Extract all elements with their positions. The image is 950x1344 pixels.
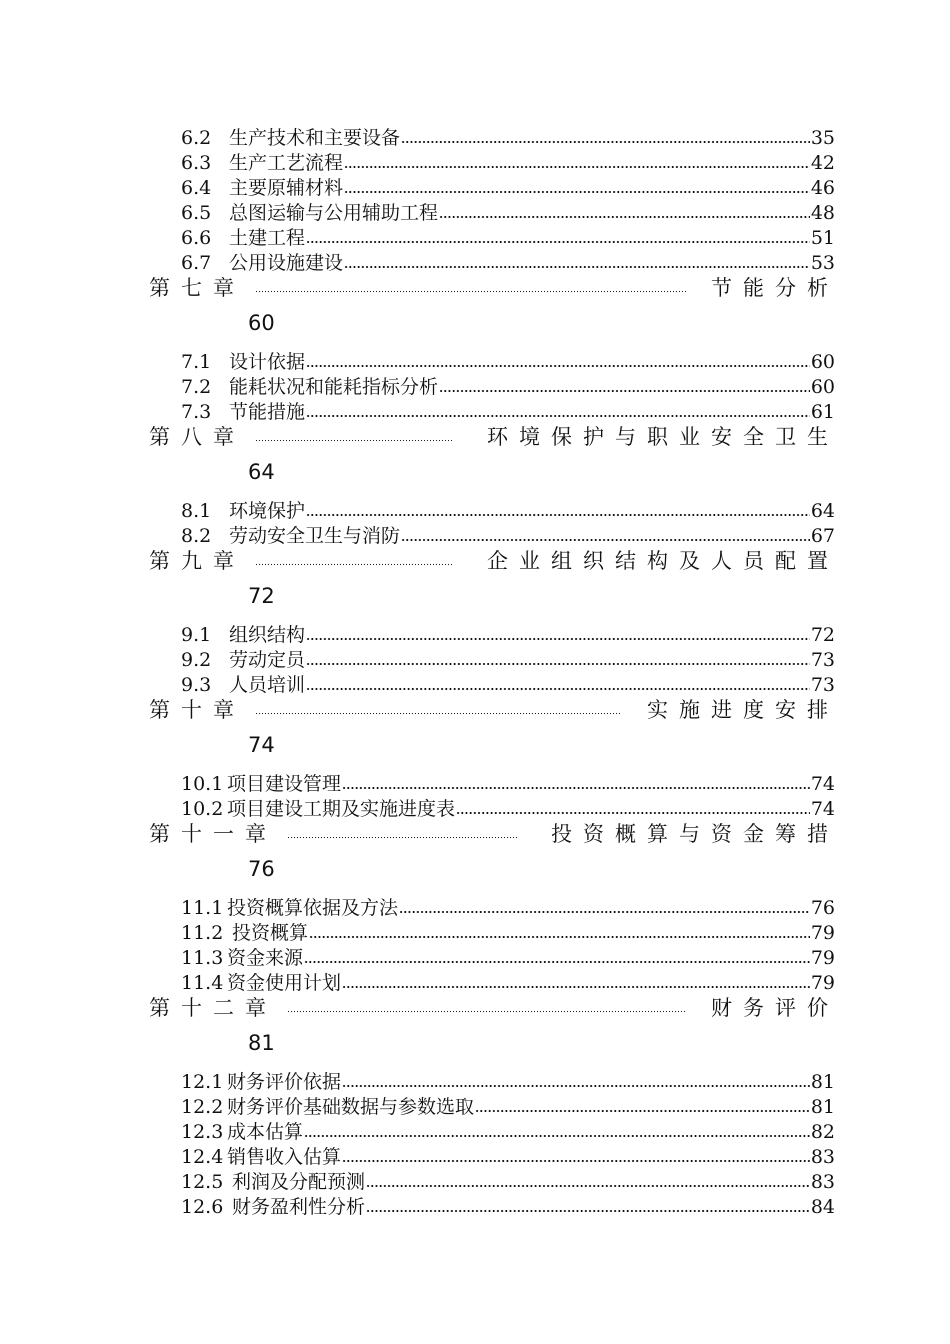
leader-dots — [456, 811, 810, 815]
section-page: 53 — [810, 252, 835, 274]
leader-dots — [401, 538, 810, 542]
leader-dots — [304, 960, 810, 964]
section-title: 主要原辅材料 — [229, 177, 344, 199]
toc-section[interactable] — [181, 224, 835, 249]
leader-dots — [306, 414, 810, 418]
leader-dots — [399, 910, 810, 914]
toc-chapter[interactable] — [149, 694, 839, 724]
chapter-label: 第十二章 — [149, 996, 277, 1020]
chapter-title: 环境保护与职业安全卫生 — [487, 425, 839, 449]
section-title: 生产工艺流程 — [229, 152, 344, 174]
section-number: 8.1 — [181, 500, 212, 522]
leader-dots — [342, 1159, 810, 1163]
section-page: 60 — [810, 376, 835, 398]
toc-section[interactable] — [181, 149, 835, 174]
section-page: 79 — [810, 922, 835, 944]
leader-dots — [366, 1209, 810, 1213]
section-page: 74 — [810, 773, 835, 795]
section-number: 7.2 — [181, 376, 212, 398]
section-number: 9.1 — [181, 624, 212, 646]
section-page: 73 — [810, 649, 835, 671]
section-number: 11.3 — [181, 947, 224, 969]
section-number: 11.4 — [181, 972, 224, 994]
chapter-leader-dots — [287, 1010, 685, 1013]
section-number: 12.2 — [181, 1096, 224, 1118]
section-title: 能耗状况和能耗指标分析 — [229, 376, 439, 398]
chapter-label: 第九章 — [149, 549, 245, 573]
toc-section[interactable] — [181, 398, 835, 423]
toc-section[interactable] — [181, 348, 835, 373]
toc-section[interactable] — [181, 770, 835, 795]
section-title: 销售收入估算 — [227, 1146, 342, 1168]
section-number: 6.4 — [181, 177, 212, 199]
toc-section[interactable] — [181, 646, 835, 671]
leader-dots — [475, 1109, 810, 1113]
toc-section[interactable] — [181, 795, 835, 820]
section-title: 人员培训 — [229, 674, 306, 696]
section-page: 84 — [810, 1196, 835, 1218]
section-number: 12.6 — [181, 1196, 224, 1218]
section-page: 67 — [810, 525, 835, 547]
section-title: 项目建设管理 — [227, 773, 342, 795]
chapter-page: 60 — [248, 311, 275, 335]
toc-section[interactable] — [181, 1143, 835, 1168]
toc-section[interactable] — [181, 249, 835, 274]
section-page: 60 — [810, 351, 835, 373]
section-title: 利润及分配预测 — [232, 1171, 366, 1193]
section-number: 6.3 — [181, 152, 212, 174]
section-number: 12.5 — [181, 1171, 224, 1193]
toc-chapter[interactable] — [149, 545, 839, 575]
section-title: 劳动定员 — [229, 649, 306, 671]
section-number: 7.3 — [181, 401, 212, 423]
leader-dots — [439, 215, 810, 219]
section-title: 项目建设工期及实施进度表 — [227, 798, 456, 820]
chapter-leader-dots — [255, 563, 453, 566]
leader-dots — [306, 364, 810, 368]
section-title: 投资概算依据及方法 — [227, 897, 399, 919]
leader-dots — [344, 265, 810, 269]
leader-dots — [342, 786, 810, 790]
section-page: 81 — [810, 1071, 835, 1093]
leader-dots — [344, 190, 810, 194]
toc-section[interactable] — [181, 621, 835, 646]
leader-dots — [306, 637, 810, 641]
leader-dots — [401, 140, 810, 144]
section-number: 6.6 — [181, 227, 212, 249]
leader-dots — [344, 165, 810, 169]
chapter-label: 第十章 — [149, 698, 245, 722]
chapter-label: 第七章 — [149, 276, 245, 300]
chapter-title: 财务评价 — [711, 996, 839, 1020]
section-number: 12.3 — [181, 1121, 224, 1143]
section-page: 61 — [810, 401, 835, 423]
section-number: 10.2 — [181, 798, 224, 820]
leader-dots — [304, 1134, 810, 1138]
section-title: 节能措施 — [229, 401, 306, 423]
toc-chapter[interactable] — [149, 818, 839, 848]
toc-section[interactable] — [181, 124, 835, 149]
leader-dots — [342, 985, 810, 989]
chapter-label: 第八章 — [149, 425, 245, 449]
section-page: 74 — [810, 798, 835, 820]
section-title: 成本估算 — [227, 1121, 304, 1143]
section-page: 46 — [810, 177, 835, 199]
section-number: 6.5 — [181, 202, 212, 224]
chapter-leader-dots — [255, 290, 687, 293]
section-page: 64 — [810, 500, 835, 522]
leader-dots — [439, 389, 810, 393]
toc-section[interactable] — [181, 373, 835, 398]
toc-section[interactable] — [181, 671, 835, 696]
section-page: 83 — [810, 1171, 835, 1193]
section-page: 51 — [810, 227, 835, 249]
chapter-leader-dots — [287, 836, 519, 839]
toc-section[interactable] — [181, 944, 835, 969]
chapter-label: 第十一章 — [149, 822, 277, 846]
section-page: 35 — [810, 127, 835, 149]
section-page: 81 — [810, 1096, 835, 1118]
section-number: 6.7 — [181, 252, 212, 274]
leader-dots — [306, 240, 810, 244]
leader-dots — [306, 513, 810, 517]
section-page: 48 — [810, 202, 835, 224]
section-number: 9.3 — [181, 674, 212, 696]
section-title: 公用设施建设 — [229, 252, 344, 274]
section-page: 79 — [810, 972, 835, 994]
chapter-leader-dots — [255, 712, 621, 715]
section-number: 11.2 — [181, 922, 224, 944]
chapter-page: 81 — [248, 1031, 275, 1055]
section-page: 79 — [810, 947, 835, 969]
section-title: 组织结构 — [229, 624, 306, 646]
toc-section[interactable] — [181, 1168, 835, 1193]
section-page: 72 — [810, 624, 835, 646]
toc-section[interactable] — [181, 1093, 835, 1118]
section-number: 6.2 — [181, 127, 212, 149]
section-page: 76 — [810, 897, 835, 919]
leader-dots — [309, 935, 810, 939]
section-number: 8.2 — [181, 525, 212, 547]
chapter-page: 72 — [248, 584, 275, 608]
chapter-title: 节能分析 — [711, 276, 839, 300]
section-page: 42 — [810, 152, 835, 174]
toc-section[interactable] — [181, 174, 835, 199]
toc-section[interactable] — [181, 919, 835, 944]
toc-section[interactable] — [181, 1118, 835, 1143]
leader-dots — [306, 687, 810, 691]
chapter-title: 投资概算与资金筹措 — [551, 822, 839, 846]
section-number: 11.1 — [181, 897, 224, 919]
section-number: 10.1 — [181, 773, 224, 795]
toc-section[interactable] — [181, 199, 835, 224]
toc-chapter[interactable] — [149, 421, 839, 451]
toc-section[interactable] — [181, 522, 835, 547]
toc-chapter[interactable] — [149, 992, 839, 1022]
section-title: 投资概算 — [232, 922, 309, 944]
section-page: 82 — [810, 1121, 835, 1143]
toc-section[interactable] — [181, 894, 835, 919]
section-page: 83 — [810, 1146, 835, 1168]
section-title: 财务盈利性分析 — [232, 1196, 366, 1218]
section-page: 73 — [810, 674, 835, 696]
section-title: 土建工程 — [229, 227, 306, 249]
chapter-title: 实施进度安排 — [647, 698, 839, 722]
leader-dots — [366, 1184, 810, 1188]
section-title: 劳动安全卫生与消防 — [229, 525, 401, 547]
toc-section[interactable] — [181, 1068, 835, 1093]
section-title: 总图运输与公用辅助工程 — [229, 202, 439, 224]
toc-chapter[interactable] — [149, 272, 839, 302]
section-number: 12.1 — [181, 1071, 224, 1093]
chapter-page: 74 — [248, 733, 275, 757]
section-title: 环境保护 — [229, 500, 306, 522]
toc-section[interactable] — [181, 1193, 835, 1218]
section-number: 9.2 — [181, 649, 212, 671]
section-number: 7.1 — [181, 351, 212, 373]
section-number: 12.4 — [181, 1146, 224, 1168]
chapter-title: 企业组织结构及人员配置 — [487, 549, 839, 573]
toc-section[interactable] — [181, 969, 835, 994]
section-title: 生产技术和主要设备 — [229, 127, 401, 149]
leader-dots — [342, 1084, 810, 1088]
section-title: 资金使用计划 — [227, 972, 342, 994]
section-title: 资金来源 — [227, 947, 304, 969]
section-title: 财务评价基础数据与参数选取 — [227, 1096, 475, 1118]
leader-dots — [306, 662, 810, 666]
section-title: 财务评价依据 — [227, 1071, 342, 1093]
toc-section[interactable] — [181, 497, 835, 522]
chapter-page: 76 — [248, 857, 275, 881]
chapter-leader-dots — [255, 439, 453, 442]
chapter-page: 64 — [248, 460, 275, 484]
section-title: 设计依据 — [229, 351, 306, 373]
